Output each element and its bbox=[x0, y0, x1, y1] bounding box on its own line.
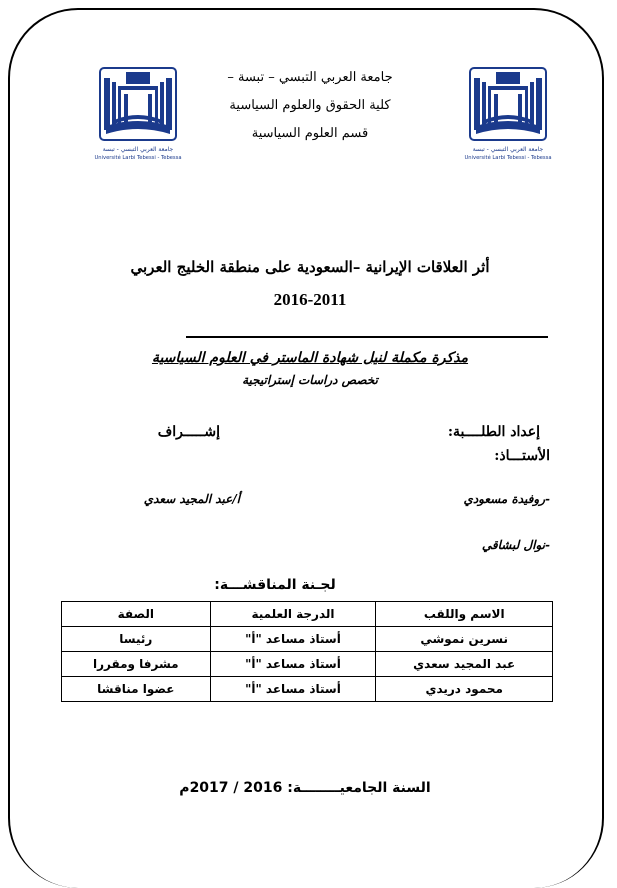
column-header-name: الاسم واللقب bbox=[376, 602, 553, 627]
column-header-role: الصفة bbox=[62, 602, 211, 627]
divider-line bbox=[186, 336, 548, 338]
member-name: محمود دريدي bbox=[376, 677, 553, 702]
table-row bbox=[62, 677, 553, 702]
member-rank: أستاذ مساعد "أ" bbox=[210, 627, 376, 652]
committee-title: لجـنة المناقشـــة: bbox=[214, 577, 336, 593]
logo-text-ar: جامعة العربي التبسي - تبسة bbox=[102, 146, 174, 153]
supervision-label: إشـــــراف bbox=[157, 424, 220, 440]
member-role: مشرفا ومقررا bbox=[62, 652, 211, 677]
logo-text-fr: Université Larbi Tebessi - Tebessa bbox=[94, 155, 182, 161]
committee-table bbox=[61, 601, 553, 702]
university-logo-left bbox=[92, 64, 184, 164]
professor-label: الأستـــاذ: bbox=[494, 448, 550, 464]
column-header-rank: الدرجة العلمية bbox=[210, 602, 376, 627]
member-rank: أستاذ مساعد "أ" bbox=[210, 652, 376, 677]
member-role: رئيسا bbox=[62, 627, 211, 652]
member-name: نسرين نموشي bbox=[376, 627, 553, 652]
thesis-subtitle: مذكرة مكملة لنيل شهادة الماستر في العلوم السياسية bbox=[151, 350, 469, 366]
table-header-row bbox=[62, 602, 553, 627]
thesis-specialty: تخصص دراسات إستراتيجية bbox=[242, 373, 378, 387]
university-logo-right bbox=[462, 64, 554, 164]
logo-text-fr-right: Université Larbi Tebessi - Tebessa bbox=[464, 155, 552, 161]
member-rank: أستاذ مساعد "أ" bbox=[210, 677, 376, 702]
faculty-name: كلية الحقوق والعلوم السياسية bbox=[229, 98, 391, 113]
academic-year: السنة الجامعيــــــــة: 2016 / 2017م bbox=[179, 780, 431, 796]
student-2: -نوال لبشاقي bbox=[481, 538, 550, 552]
member-name: عبد المجيد سعدي bbox=[376, 652, 553, 677]
supervisor-name: أ/عبد المجيد سعدي bbox=[143, 492, 240, 506]
university-name: جامعة العربي التبسي – تبسة – bbox=[227, 70, 393, 85]
table-row bbox=[62, 627, 553, 652]
table-row bbox=[62, 652, 553, 677]
thesis-period: 2016-2011 bbox=[273, 290, 347, 309]
logo-text-ar-right: جامعة العربي التبسي - تبسة bbox=[472, 146, 544, 153]
department-name: قسم العلوم السياسية bbox=[251, 126, 369, 141]
member-role: عضوا مناقشا bbox=[62, 677, 211, 702]
student-1: -روفيدة مسعودي bbox=[463, 492, 550, 506]
prepared-label: إعداد الطلــــبة: bbox=[447, 424, 540, 440]
thesis-title: أثر العلاقات الإيرانية –السعودية على منطقة الخليج العربي bbox=[130, 258, 490, 276]
